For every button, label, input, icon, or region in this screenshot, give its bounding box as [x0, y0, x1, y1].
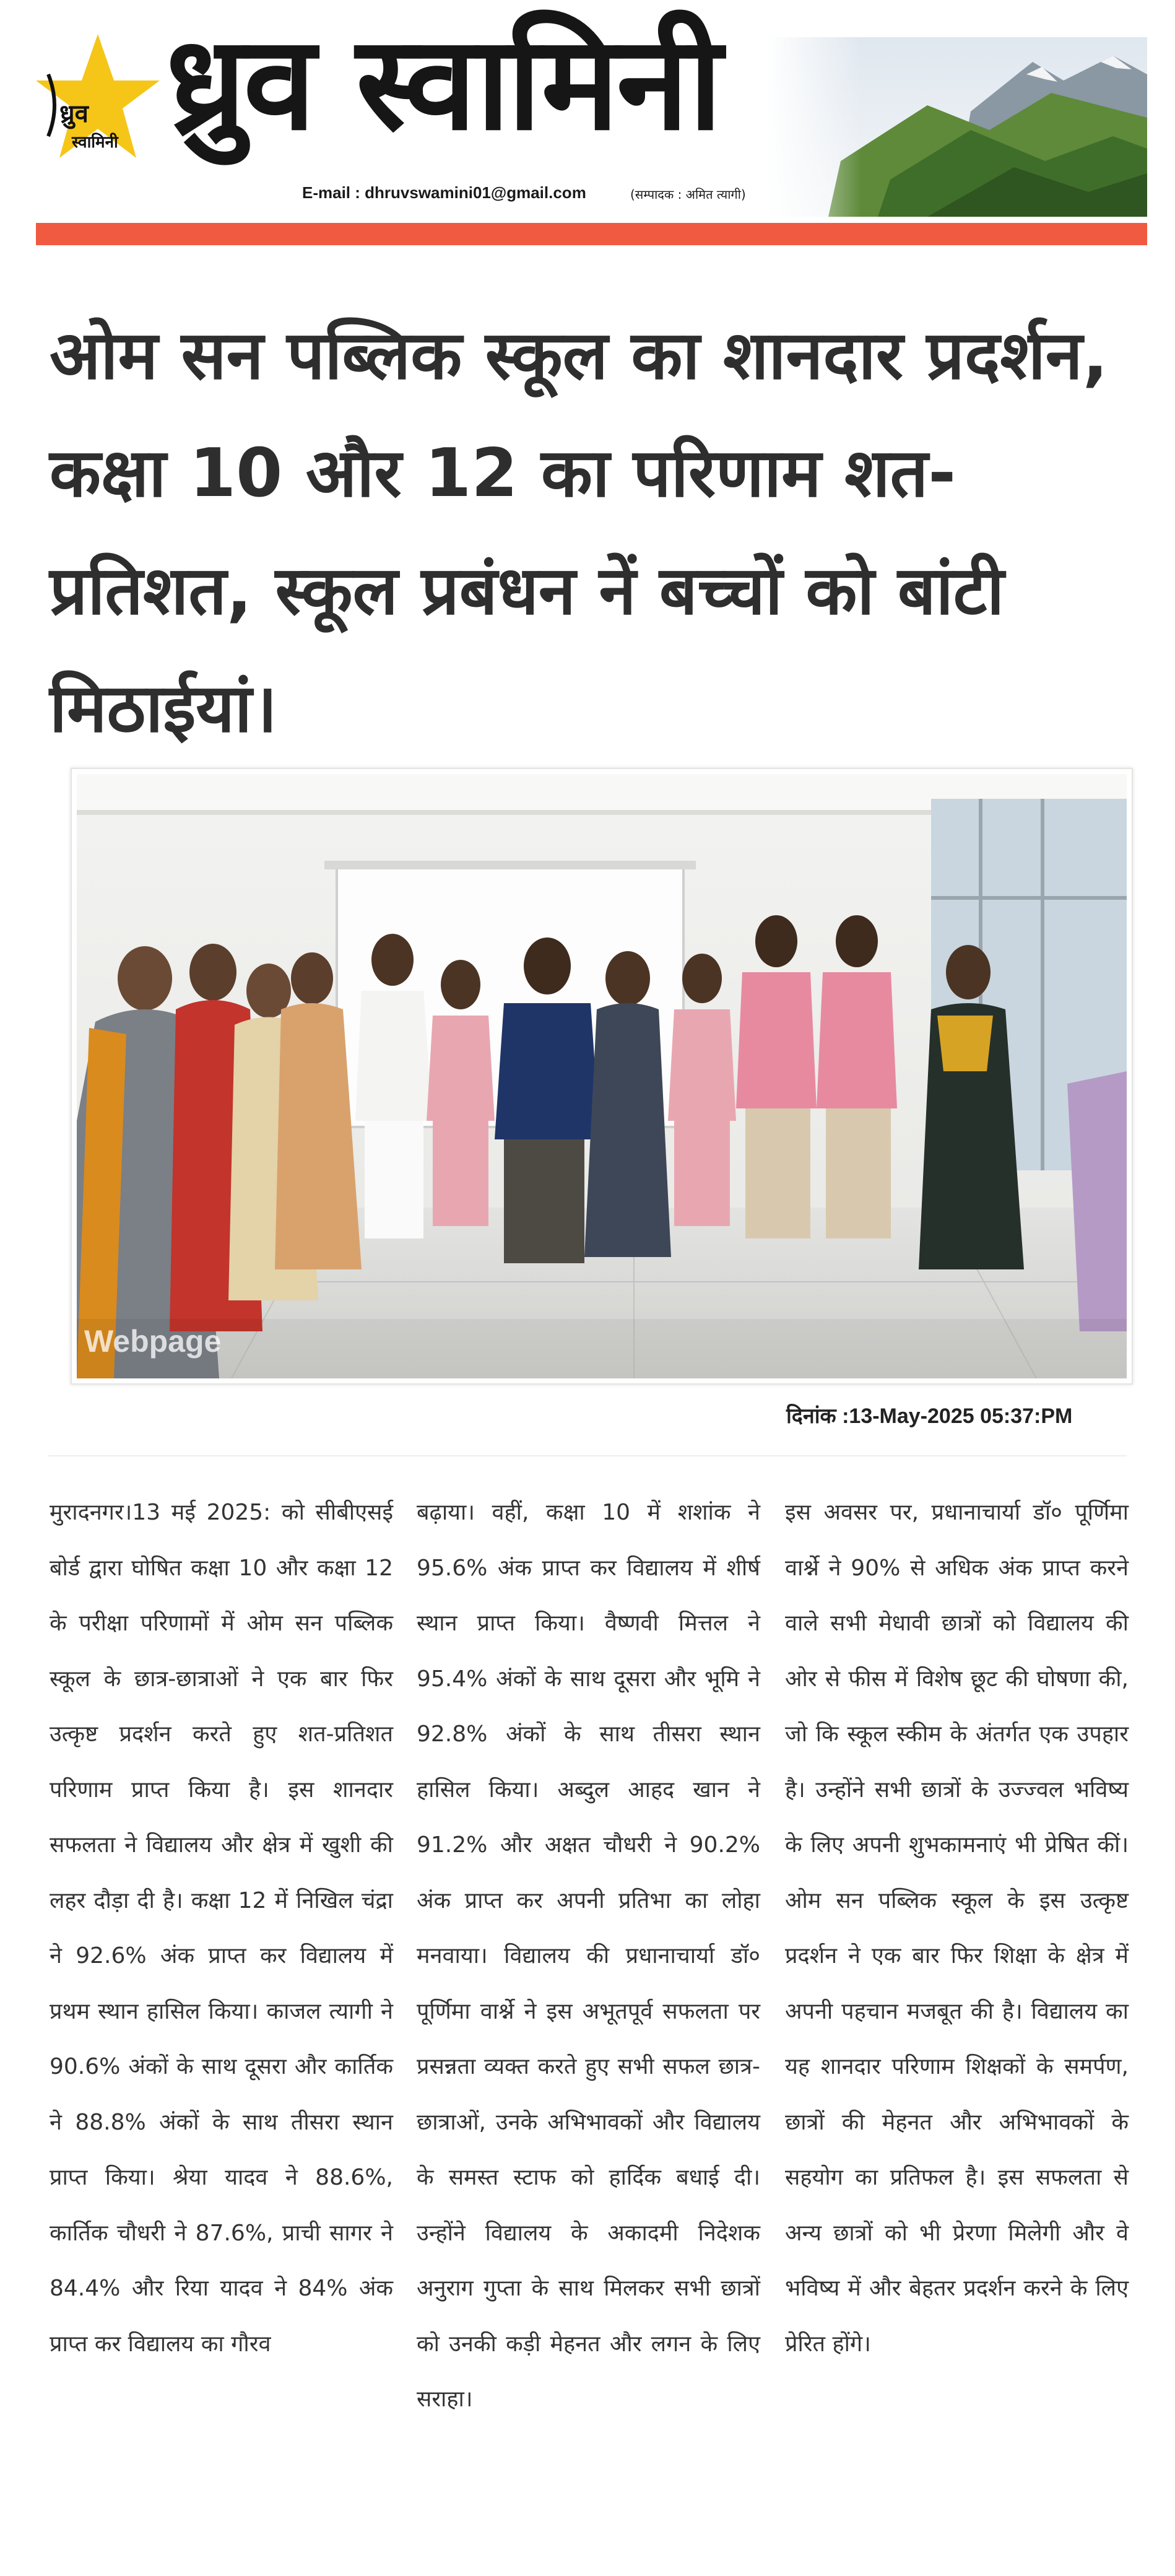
article-column-2: बढ़ाया। वहीं, कक्षा 10 में शशांक ने 95.6% अंक प्राप्त कर विद्यालय में शीर्ष स्थान प्राप्त किया। वैष्णवी मित्तल ने 95.4% अंकों के साथ दूसरा और भूमि ने 92.8% अंकों के साथ तीसरा स्थान हासिल किया। अब्दुल आहद खान ने 91.2% और अक्षत चौधरी ने 90.2% अंक प्राप्त कर अपनी प्रतिभा का लोहा मनवाया। विद्यालय की प्रधानाचार्या डॉ० पूर्णिमा वार्श्ने ने इस अभूतपूर्व सफलता पर प्रसन्नता व्यक्त करते हुए सभी सफल छात्र-छात्राओं, उनके अभिभावकों और विद्यालय के समस्त स्टाफ को हार्दिक बधाई दी। उन्होंने विद्यालय के अकादमी निदेशक अनुराग गुप्ता के साथ मिलकर सभी छात्रों को उनकी कड़ी मेहनत और लगन के लिए सराहा। [417, 1500, 760, 2412]
article-photo [71, 768, 1133, 1385]
logo-title: ध्रुव [59, 100, 89, 128]
email-address: E-mail : dhruvswamini01@gmail.com [302, 183, 586, 202]
article-column-1: मुरादनगर।13 मई 2025: को सीबीएसई बोर्ड द्वारा घोषित कक्षा 10 और कक्षा 12 के परीक्षा परिणामों में ओम सन पब्लिक स्कूल के छात्र-छात्राओं ने एक बार फिर उत्कृष्ट प्रदर्शन करते हुए शत-प्रतिशत परिणाम प्राप्त किया है। इस शानदार सफलता ने विद्यालय और क्षेत्र में खुशी की लहर दौड़ा दी है। कक्षा 12 में निखिल चंद्रा ने 92.6% अंक प्राप्त कर विद्यालय में प्रथम स्थान हासिल किया। काजल त्यागी ने 90.6% अंकों के साथ दूसरा और कार्तिक ने 88.8% अंकों के साथ तीसरा स्थान प्राप्त किया। श्रेया यादव ने 88.6%, कार्तिक चौधरी ने 87.6%, प्राची सागर ने 84.4% और रिया यादव ने 84% अंक प्राप्त कर विद्यालय का गौरव [50, 1500, 393, 2357]
star-logo [36, 31, 160, 173]
section-divider [48, 1455, 1127, 1456]
article-headline: ओम सन पब्लिक स्कूल का शानदार प्रदर्शन, कक्षा 10 और 12 का परिणाम शत-प्रतिशत, स्कूल प्रबंधन नें बच्चों को बांटी मिठाईयां। [50, 317, 1108, 747]
masthead-divider [36, 223, 1147, 245]
logo-subtitle: स्वामिनी [72, 133, 118, 152]
article-column-3: इस अवसर पर, प्रधानाचार्या डॉ० पूर्णिमा वार्श्ने ने 90% से अधिक अंक प्राप्त करने वाले सभी मेधावी छात्रों को विद्यालय की ओर से फीस में विशेष छूट की घोषणा की, जो कि स्कूल स्कीम के अंतर्गत एक उपहार है। उन्होंने सभी छात्रों के उज्ज्वल भविष्य के लिए अपनी शुभकामनाएं भी प्रेषित कीं। ओम सन पब्लिक स्कूल के इस उत्कृष्ट प्रदर्शन ने एक बार फिर शिक्षा के क्षेत्र में अपनी पहचान मजबूत की है। विद्यालय का यह शानदार परिणाम शिक्षकों के समर्पण, छात्रों की मेहनत और अभिभावकों के सहयोग का प्रतिफल है। इस सफलता से अन्य छात्रों को भी प्रेरणा मिलेगी और वे भविष्य में और बेहतर प्रदर्शन करने के लिए प्रेरित होंगे। [785, 1500, 1129, 2357]
group-photo-image [77, 774, 1127, 1378]
mountain-banner-image [766, 37, 1147, 217]
photo-watermark: Webpage [84, 1324, 222, 1359]
newspaper-title: ध्रुव स्वामिनी [166, 7, 720, 159]
masthead [36, 7, 1147, 217]
publish-date: दिनांक :13-May-2025 05:37:PM [786, 1404, 1073, 1428]
editor-credit: (सम्पादक : अमित त्यागी) [630, 187, 746, 202]
